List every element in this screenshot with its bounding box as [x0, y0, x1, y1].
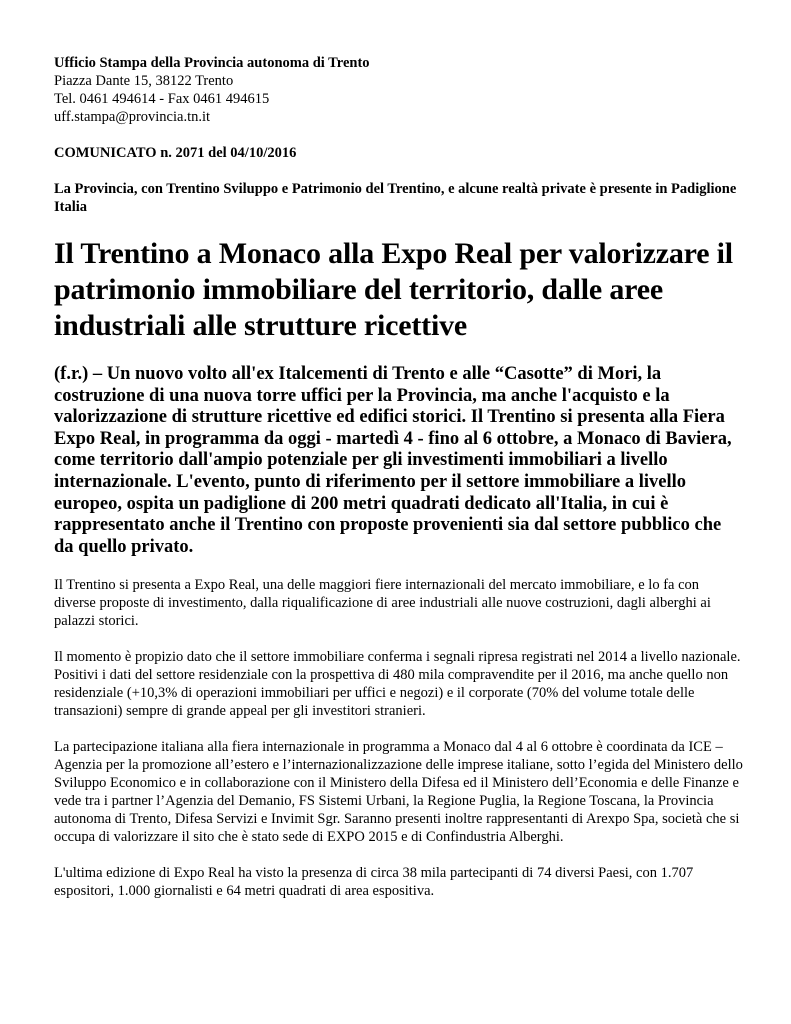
office-email: uff.stampa@provincia.tn.it — [54, 109, 211, 125]
office-name: Ufficio Stampa della Provincia autonoma di Trento — [54, 55, 370, 71]
office-address: Piazza Dante 15, 38122 Trento — [54, 73, 234, 89]
body-paragraph: L'ultima edizione di Expo Real ha visto la presenza di circa 38 mila partecipanti di 74 diversi Paesi, con 1.707 espositori, 1.000 giornalisti e 64 metri quadrati di area espositiva. — [54, 865, 694, 900]
lead-paragraph: (f.r.) – Un nuovo volto all'ex Italcementi di Trento e alle “Casotte” di Mori, la costruzione di una nuova torre uffici per la Provincia, ma anche l'acquisto e la valorizzazione di strutture ricettive ed edifici storici. Il Trentino si presenta alla Fiera Expo Real, in programma da oggi - martedì 4 - fino al 6 ottobre, a Monaco di Baviera, come territorio dall'ampio potenziale per gli investimenti immobiliari a livello internazionale. L'evento, punto di riferimento per il settore immobiliare a livello europeo, ospita un padiglione di 200 metri quadrati dedicato all'Italia, in cui è rappresentato anche il Trentino con proposte provenienti sia dal settore pubblico che da quello privato. — [54, 364, 732, 557]
headline: Il Trentino a Monaco alla Expo Real per valorizzare il patrimonio immobiliare del territorio, dalle aree industriali alle strutture ricettive — [54, 237, 733, 342]
press-office-header — [54, 54, 744, 126]
body-paragraph: La partecipazione italiana alla fiera internazionale in programma a Monaco dal 4 al 6 ottobre è coordinata da ICE – Agenzia per la promozione all’estero e l’internazionalizzazione delle imprese italiane, sotto l’egida del Ministero dello Sviluppo Economico e in collaborazione con il Ministero della Difesa ed il Ministero dell’Economia e delle Finanze e vede tra i partner l’Agenzia del Demanio, FS Sistemi Urbani, la Regione Puglia, la Regione Toscana, la Provincia autonoma di Trento, Difesa Servizi e Invimit Sgr. Saranno presenti inoltre rappresentanti di Arexpo Spa, società che si occupa di valorizzare il sito che è stato sede di EXPO 2015 e di Confindustria Alberghi. — [54, 739, 743, 846]
office-phone-fax: Tel. 0461 494614 - Fax 0461 494615 — [54, 91, 270, 107]
body-paragraph: Il Trentino si presenta a Expo Real, una delle maggiori fiere internazionali del mercato immobiliare, e lo fa con diverse proposte di investimento, dalla riqualificazione di aree industriali alle nuove costruzioni, dagli alberghi ai palazzi storici. — [54, 577, 711, 630]
press-release-page — [54, 54, 744, 900]
communique-number: COMUNICATO n. 2071 del 04/10/2016 — [54, 145, 297, 161]
body-paragraph: Il momento è propizio dato che il settore immobiliare conferma i segnali ripresa registrati nel 2014 a livello nazionale. Positivi i dati del settore residenziale con la prospettiva di 480 mila compravendite per il 2016, ma anche quello non residenziale (+10,3% di operazioni immobiliari per uffici e negozi) e il corporate (70% del volume totale delle transazioni) sempre di grande appeal per gli investitori stranieri. — [54, 649, 741, 720]
subtitle: La Provincia, con Trentino Sviluppo e Patrimonio del Trentino, e alcune realtà private è presente in Padiglione Italia — [54, 181, 737, 215]
